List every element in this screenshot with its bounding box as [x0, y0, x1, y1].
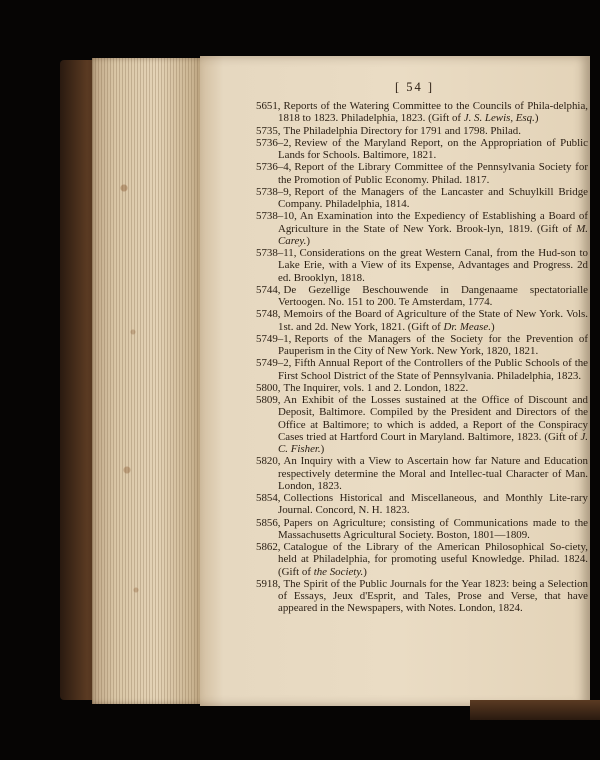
catalogue-entry: [256, 357, 588, 382]
catalogue-entries: [256, 100, 588, 615]
gift-donor: the Society.: [313, 565, 364, 578]
gift-suffix: ): [490, 320, 495, 333]
catalogue-entry: [256, 186, 588, 211]
entry-text: An Exhibit of the Losses sustained at the Office of Discount and Deposit, Baltimore. Compiled by the President and Directors of the Office at Baltimore; to which is added, a Report of the Conspiracy Cases tried at Hartford Court in Maryland. Baltimore, 1823.: [278, 394, 588, 443]
entry-text: Collections Historical and Miscellaneous, and Monthly Lite-rary Journal. Concord, N. H. 1823.: [278, 492, 588, 517]
binding-edge: [470, 700, 600, 720]
entry-text: An Inquiry with a View to Ascertain how far Nature and Education respectively determine the Moral and Intellec-tual Character of Man. London, 1823.: [278, 455, 588, 492]
catalogue-entry: [256, 333, 588, 358]
gift-donor: J. C. Fisher.: [278, 430, 588, 455]
gift-suffix: ): [534, 112, 539, 125]
entry-text: Papers on Agriculture; consisting of Communications made to the Massachusetts Agricultural Society. Boston, 1801—1809.: [278, 516, 588, 541]
entry-text: Considerations on the great Western Canal, from the Hud-son to Lake Erie, with a View of its Expense, Advantages and Progress. 2d ed. Brooklyn, 1818.: [278, 247, 588, 284]
entry-text: Reports of the Managers of the Society for the Prevention of Pauperism in the City of New York. New York, 1820, 1821.: [278, 332, 588, 357]
entry-number: 5735,: [256, 124, 281, 137]
catalogue-entry: [256, 247, 588, 284]
entry-text: De Gezellige Beschouwende in Dangenaame spectatorialle Vertoogen. No. 151 to 200. Te Amsterdam, 1774.: [278, 283, 588, 308]
gift-donor: J. S. Lewis, Esq.: [463, 112, 535, 125]
catalogue-entry: [256, 161, 588, 186]
catalogue-entry: [256, 210, 588, 247]
entry-number: 5738–11,: [256, 247, 297, 259]
entry-number: 5749–2,: [256, 357, 292, 370]
catalogue-entry: [256, 382, 588, 394]
catalogue-entry: [256, 394, 588, 455]
entry-number: 5651,: [256, 100, 281, 112]
entry-text: Memoirs of the Board of Agriculture of the State of New York. Vols. 1st. and 2d. New York, 1821.: [278, 308, 588, 333]
catalogue-entry: [256, 308, 588, 333]
foxing-stains: [112, 80, 172, 680]
entry-number: 5862,: [256, 541, 281, 553]
gift-donor: M. Carey.: [278, 222, 588, 247]
catalogue-entry: [256, 492, 588, 517]
catalogue-entry: [256, 125, 588, 137]
entry-number: 5748,: [256, 308, 281, 321]
page-number: [ 54 ]: [395, 80, 435, 94]
catalogue-entry: [256, 137, 588, 162]
catalogue-entry: [256, 284, 588, 309]
entry-text: An Examination into the Expediency of Establishing a Board of Agriculture in the State of New York. Brook-lyn, 1819.: [278, 210, 588, 235]
entry-number: 5820,: [256, 455, 281, 468]
entry-number: 5918,: [256, 577, 281, 590]
entry-text: Report of the Managers of the Lancaster and Schuylkill Bridge Company. Philadelphia, 1814.: [278, 185, 588, 210]
catalogue-entry: [256, 455, 588, 492]
entry-number: 5736–2,: [256, 136, 292, 149]
catalogue-entry: [256, 578, 588, 615]
entry-text: Reports of the Watering Committee to the Councils of Phila-delphia, 1818 to 1823. Philadelphia, 1823.: [278, 100, 588, 125]
gift-prefix: (Gift of: [407, 320, 444, 333]
entry-number: 5738–10,: [256, 210, 297, 223]
entry-text: Fifth Annual Report of the Controllers of the Public Schools of the First School District of the State of Pennsylvania. Philadelphia, 1823.: [278, 357, 588, 382]
gift-suffix: ): [363, 565, 367, 578]
entry-text: The Philadelphia Directory for 1791 and 1798. Philad.: [283, 124, 521, 137]
entry-text: The Inquirer, vols. 1 and 2. London, 1822.: [283, 381, 469, 394]
entry-number: 5744,: [256, 283, 281, 296]
catalogue-entry: [256, 541, 588, 578]
entry-number: 5749–1,: [256, 332, 292, 345]
entry-number: 5800,: [256, 381, 281, 394]
entry-number: 5736–4,: [256, 161, 292, 174]
entry-text: Catalogue of the Library of the American Philosophical So-ciety, held at Philadelphia, for promoting useful Knowledge. Philad. 1824.: [278, 541, 588, 566]
entry-number: 5854,: [256, 492, 281, 504]
catalogue-entry: [256, 100, 588, 125]
gift-suffix: ): [306, 234, 310, 247]
entry-text: Report of the Library Committee of the Pennsylvania Society for the Promotion of Public Economy. Philad. 1817.: [278, 161, 588, 186]
gift-prefix: (Gift of: [278, 565, 314, 578]
gift-prefix: (Gift of: [428, 112, 464, 125]
gift-prefix: (Gift of: [537, 222, 577, 235]
entry-number: 5738–9,: [256, 185, 292, 198]
entry-number: 5809,: [256, 394, 281, 406]
gift-prefix: (Gift of: [544, 430, 581, 443]
catalogue-entry: [256, 517, 588, 542]
entry-text: Review of the Maryland Report, on the Appropriation of Public Lands for Schools. Baltimore, 1821.: [278, 136, 588, 161]
entry-number: 5856,: [256, 516, 281, 529]
gift-donor: Dr. Mease.: [443, 320, 491, 333]
entry-text: The Spirit of the Public Journals for the Year 1823: being a Selection of Essays, Jeux d'Esprit, and Tales, Prose and Verse, that have appeared in the Newspapers, with Notes. London, 1824.: [278, 577, 588, 615]
gift-suffix: ): [320, 443, 325, 455]
